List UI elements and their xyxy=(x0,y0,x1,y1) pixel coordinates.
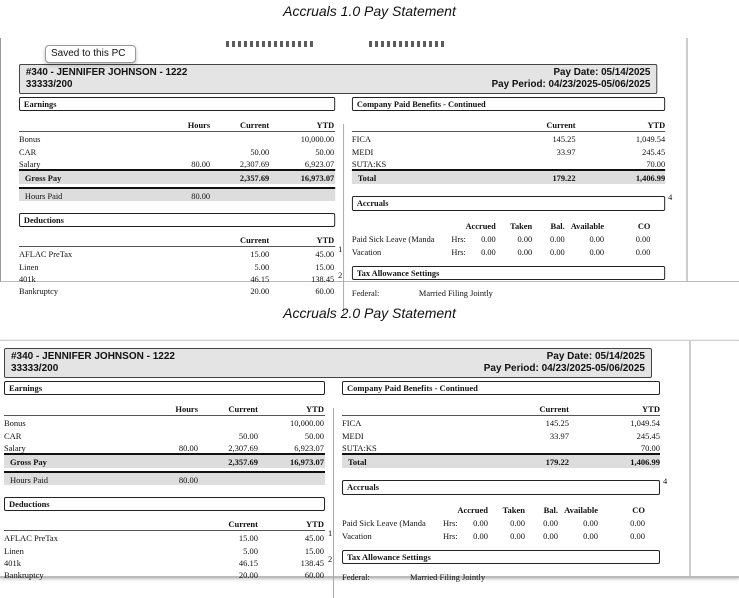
benefit-ytd: 70.00 xyxy=(646,159,666,169)
tax-section-header: Tax Allowance Settings xyxy=(352,266,665,280)
header-underline xyxy=(342,415,660,416)
benefits-total-band xyxy=(352,169,665,184)
earnings-section-header: Earnings xyxy=(19,97,335,111)
deduction-current: 5.00 xyxy=(254,262,270,272)
earnings-row-value: 50.00 xyxy=(304,431,324,441)
deduction-ytd: 138.45 xyxy=(300,558,324,568)
accrual-value: 0.00 xyxy=(583,531,598,541)
accrual-value: 0.00 xyxy=(510,518,525,528)
footnote-marker: 4 xyxy=(668,192,673,202)
statement-header xyxy=(4,348,652,378)
deduction-row-label: Linen xyxy=(4,546,24,556)
header-underline xyxy=(4,530,325,531)
footnote-marker: 4 xyxy=(663,476,668,486)
benefit-ytd: 70.00 xyxy=(640,443,660,453)
deductions-col-header: Current xyxy=(228,519,258,529)
accrual-value: 0.00 xyxy=(583,518,598,528)
earnings-row-value: 6,923.07 xyxy=(304,159,335,169)
benefit-row-label: SUTA:KS xyxy=(351,159,387,169)
benefits-total-current: 179.22 xyxy=(545,457,569,467)
earnings-row-value: 80.00 xyxy=(191,159,211,169)
statement-title-1: Accruals 1.0 Pay Statement xyxy=(283,3,456,19)
statement-preview-1 xyxy=(0,38,739,298)
page-edge xyxy=(689,341,691,576)
gross-pay-ytd: 16,973.07 xyxy=(300,173,335,183)
deductions-col-header: Current xyxy=(240,235,270,245)
deduction-row-label: 401k xyxy=(4,558,21,568)
deduction-row-label: Bankruptcy xyxy=(19,286,59,296)
statement-header xyxy=(19,64,657,94)
gross-pay-label: Gross Pay xyxy=(24,173,62,183)
earnings-col-header: YTD xyxy=(316,120,335,130)
benefit-current: 33.97 xyxy=(549,431,569,441)
accrual-unit: Hrs: xyxy=(451,247,466,257)
column-divider xyxy=(343,124,344,314)
benefit-ytd: 1,049.54 xyxy=(630,418,660,428)
employee-code: 33333/200 xyxy=(25,79,73,90)
gross-pay-current: 2,357.69 xyxy=(228,457,258,467)
accruals-col-header: CO xyxy=(637,221,651,231)
accrual-value: 0.00 xyxy=(630,518,645,528)
benefits-section-header: Company Paid Benefits - Continued xyxy=(352,97,665,111)
deduction-row-label: AFLAC PreTax xyxy=(19,249,73,259)
accruals-col-header: Accrued xyxy=(457,505,488,515)
accrual-value: 0.00 xyxy=(550,234,565,244)
accrual-plan-name: Vacation xyxy=(342,531,372,541)
hours-paid-band xyxy=(19,187,335,201)
deduction-ytd: 45.00 xyxy=(315,249,335,259)
earnings-row-value: 80.00 xyxy=(178,443,198,453)
gross-pay-ytd: 16,973.07 xyxy=(290,457,324,467)
earnings-col-header: Current xyxy=(240,120,270,130)
accruals-col-header: Accrued xyxy=(465,221,496,231)
benefit-current: 33.97 xyxy=(556,147,576,157)
deductions-section-header: Deductions xyxy=(4,497,325,511)
pay-period: Pay Period: 04/23/2025-05/06/2025 xyxy=(483,363,645,374)
accruals-col-header: Bal. xyxy=(543,505,558,515)
deduction-current: 20.00 xyxy=(250,286,270,296)
tax-section-header: Tax Allowance Settings xyxy=(342,550,660,564)
earnings-row-value: 2,307.69 xyxy=(228,443,258,453)
federal-value: Married Filing Jointly xyxy=(410,572,486,582)
accrual-value: 0.00 xyxy=(510,531,525,541)
accrual-plan-name: Paid Sick Leave (Manda xyxy=(342,518,426,528)
accrual-unit: Hrs: xyxy=(443,531,458,541)
deduction-row-label: 401k xyxy=(19,274,36,284)
benefits-total-ytd: 1,406.99 xyxy=(630,457,660,467)
benefits-col-header: YTD xyxy=(647,120,666,130)
accrual-value: 0.00 xyxy=(543,518,558,528)
pay-date: Pay Date: 05/14/2025 xyxy=(546,351,645,362)
deduction-ytd: 15.00 xyxy=(315,262,335,272)
earnings-col-header: Current xyxy=(228,404,258,414)
benefits-total-current: 179.22 xyxy=(552,173,576,183)
employee-name: #340 - JENNIFER JOHNSON - 1222 xyxy=(11,351,175,362)
benefits-total-ytd: 1,406.99 xyxy=(635,173,666,183)
earnings-row-label: Bonus xyxy=(4,418,26,428)
accrual-value: 0.00 xyxy=(635,234,651,244)
accrual-value: 0.00 xyxy=(543,531,558,541)
deduction-current: 46.15 xyxy=(250,274,270,284)
deduction-row-label: Linen xyxy=(19,262,39,272)
benefit-current: 145.25 xyxy=(552,134,576,144)
earnings-col-header: YTD xyxy=(306,404,324,414)
deduction-row-label: AFLAC PreTax xyxy=(4,533,58,543)
page-edge xyxy=(686,38,688,281)
accrual-value: 0.00 xyxy=(481,247,496,257)
earnings-row-label: Bonus xyxy=(19,134,41,144)
benefit-row-label: FICA xyxy=(351,134,372,144)
accruals-col-header: CO xyxy=(632,505,645,515)
pay-period: Pay Period: 04/23/2025-05/06/2025 xyxy=(491,79,651,90)
earnings-row-label: Salary xyxy=(19,159,41,169)
earnings-row-label: CAR xyxy=(4,431,22,441)
deduction-ytd: 138.45 xyxy=(311,274,335,284)
benefit-row-label: FICA xyxy=(342,418,362,428)
benefits-col-header: YTD xyxy=(642,404,660,414)
statement-title-2: Accruals 2.0 Pay Statement xyxy=(283,305,456,321)
gross-pay-label: Gross Pay xyxy=(10,457,47,467)
earnings-row-value: 50.00 xyxy=(315,147,335,157)
deduction-ytd: 60.00 xyxy=(315,286,335,296)
employee-code: 33333/200 xyxy=(11,363,59,374)
hours-paid-label: Hours Paid xyxy=(24,191,63,201)
deductions-col-header: YTD xyxy=(306,519,324,529)
deductions-col-header: YTD xyxy=(316,235,335,245)
benefits-col-header: Current xyxy=(546,120,576,130)
hours-paid-value: 80.00 xyxy=(178,475,198,485)
accrual-value: 0.00 xyxy=(589,247,605,257)
deduction-ytd: 15.00 xyxy=(304,546,324,556)
deduction-current: 5.00 xyxy=(243,546,258,556)
earnings-row-value: 50.00 xyxy=(238,431,258,441)
accrual-value: 0.00 xyxy=(473,518,488,528)
earnings-row-value: 2,307.69 xyxy=(239,159,270,169)
accrual-value: 0.00 xyxy=(481,234,496,244)
deduction-current: 15.00 xyxy=(250,249,270,259)
accrual-value: 0.00 xyxy=(517,234,533,244)
deduction-row-label: Bankruptcy xyxy=(4,570,44,580)
footnote-marker: 1 xyxy=(328,528,333,538)
accrual-value: 0.00 xyxy=(589,234,605,244)
saved-tooltip: Saved to this PC xyxy=(45,45,136,63)
federal-label: Federal: xyxy=(342,572,370,582)
earnings-row-label: Salary xyxy=(4,443,26,453)
accrual-value: 0.00 xyxy=(473,531,488,541)
benefit-current: 145.25 xyxy=(545,418,569,428)
header-underline xyxy=(352,131,665,132)
gross-pay-current: 2,357.69 xyxy=(239,173,270,183)
deductions-section-header: Deductions xyxy=(19,213,335,227)
accruals-col-header: Taken xyxy=(510,221,533,231)
garbled-text xyxy=(369,41,444,47)
footnote-marker: 2 xyxy=(338,270,343,280)
gross-pay-band xyxy=(19,169,335,184)
deduction-current: 15.00 xyxy=(238,533,258,543)
benefit-ytd: 1,049.54 xyxy=(635,134,666,144)
accruals-section-header: Accruals xyxy=(352,196,665,211)
accrual-plan-name: Paid Sick Leave (Manda xyxy=(351,234,435,244)
federal-value: Married Filing Jointly xyxy=(418,288,493,298)
accrual-value: 0.00 xyxy=(630,531,645,541)
earnings-row-label: CAR xyxy=(19,147,37,157)
employee-name: #340 - JENNIFER JOHNSON - 1222 xyxy=(25,67,188,78)
deduction-current: 46.15 xyxy=(238,558,258,568)
garbled-text xyxy=(226,41,316,47)
accruals-col-header: Available xyxy=(564,505,598,515)
accrual-unit: Hrs: xyxy=(443,518,458,528)
benefits-total-label: Total xyxy=(357,173,377,183)
accrual-value: 0.00 xyxy=(550,247,565,257)
earnings-row-value: 50.00 xyxy=(250,147,270,157)
earnings-row-value: 10,000.00 xyxy=(290,418,324,428)
header-underline xyxy=(19,131,335,132)
benefit-ytd: 245.45 xyxy=(642,147,666,157)
earnings-col-header: Hours xyxy=(187,120,211,130)
deduction-ytd: 45.00 xyxy=(304,533,324,543)
header-underline xyxy=(4,415,325,416)
earnings-section-header: Earnings xyxy=(4,381,325,395)
column-divider xyxy=(333,408,334,598)
benefit-ytd: 245.45 xyxy=(636,431,660,441)
benefits-col-header: Current xyxy=(539,404,569,414)
accruals-col-header: Bal. xyxy=(550,221,565,231)
earnings-col-header: Hours xyxy=(175,404,198,414)
hours-paid-label: Hours Paid xyxy=(10,475,49,485)
accrual-plan-name: Vacation xyxy=(351,247,382,257)
footnote-marker: 1 xyxy=(338,244,343,254)
accrual-value: 0.00 xyxy=(635,247,651,257)
accrual-unit: Hrs: xyxy=(451,234,466,244)
benefits-section-header: Company Paid Benefits - Continued xyxy=(342,381,660,395)
gross-pay-band xyxy=(4,453,325,468)
statement-preview-2 xyxy=(0,340,739,582)
federal-label: Federal: xyxy=(351,288,380,298)
accrual-value: 0.00 xyxy=(517,247,533,257)
benefits-total-band xyxy=(342,453,660,468)
accruals-col-header: Available xyxy=(570,221,605,231)
hours-paid-band xyxy=(4,471,325,485)
benefit-row-label: MEDI xyxy=(342,431,364,441)
accruals-col-header: Taken xyxy=(502,505,525,515)
deduction-current: 20.00 xyxy=(238,570,258,580)
footnote-marker: 2 xyxy=(328,554,333,564)
pay-date: Pay Date: 05/14/2025 xyxy=(553,67,651,78)
deduction-ytd: 60.00 xyxy=(304,570,324,580)
benefit-row-label: MEDI xyxy=(351,147,374,157)
hours-paid-value: 80.00 xyxy=(191,191,211,201)
benefit-row-label: SUTA:KS xyxy=(342,443,377,453)
header-underline xyxy=(19,246,335,247)
earnings-row-value: 6,923.07 xyxy=(294,443,324,453)
accruals-section-header: Accruals xyxy=(342,480,660,495)
earnings-row-value: 10,000.00 xyxy=(300,134,335,144)
benefits-total-label: Total xyxy=(348,457,367,467)
